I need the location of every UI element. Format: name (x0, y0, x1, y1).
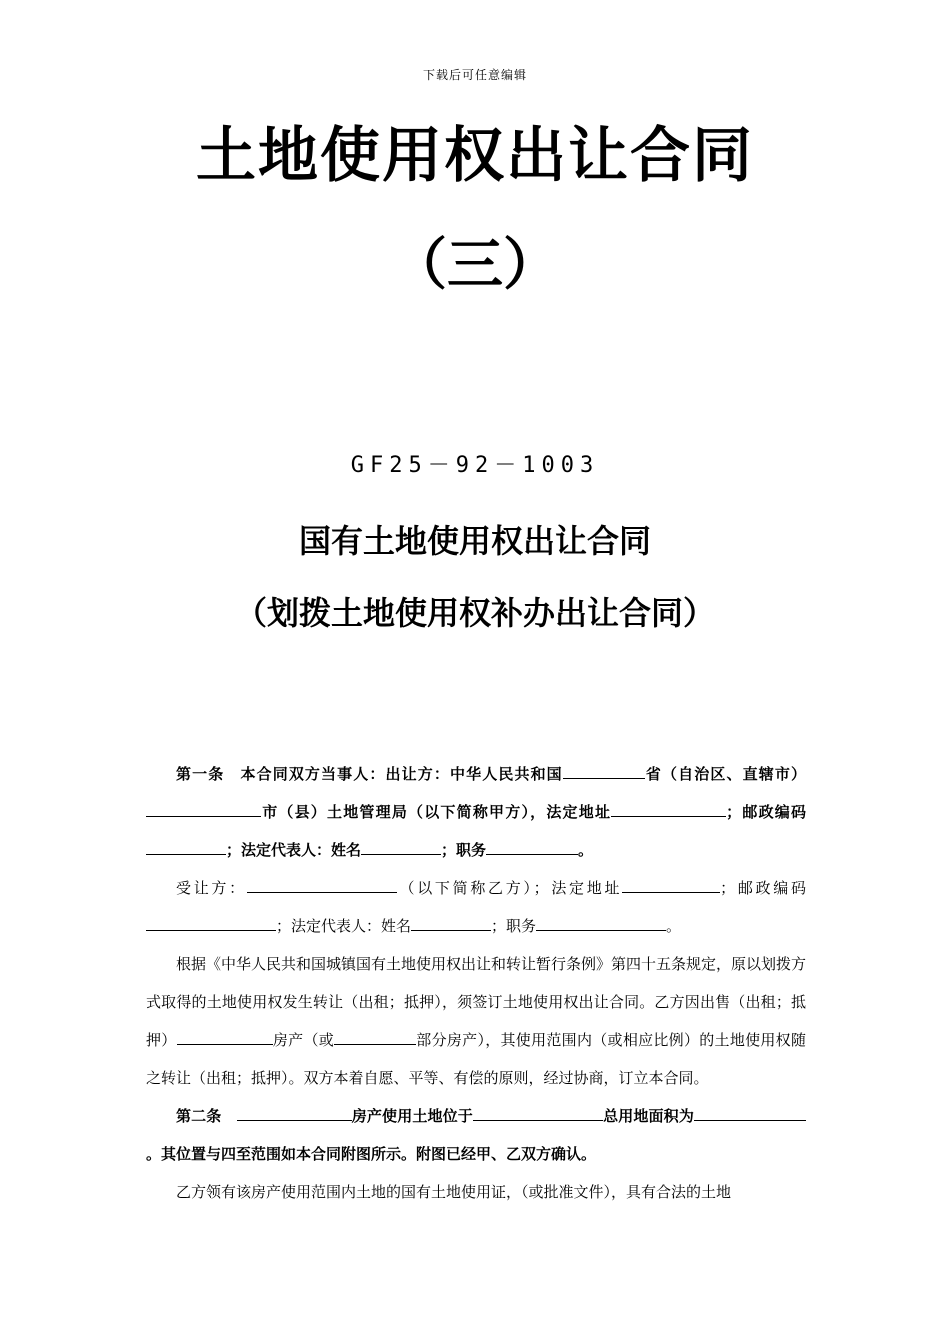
blank-party-b-address[interactable] (622, 874, 720, 893)
basis-text: 部分房产），其使用范围内（或相应比例）的土地使用权随之转让（出租；抵押）。双方本着自愿、平等、有偿的原则，经过协商，订立本合同。 (146, 1031, 806, 1087)
blank-name[interactable] (361, 836, 441, 855)
party-b-text: ；邮政编码 (720, 879, 806, 897)
article-2-text: 。其位置与四至范围如本合同附图所示。附图已经甲、乙双方确认。 (146, 1145, 597, 1163)
blank-party-b-position[interactable] (536, 912, 666, 931)
party-b-text: （以下简称乙方）；法定地址 (396, 879, 623, 897)
article-2-text: 第二条 (176, 1107, 222, 1125)
blank-property-name[interactable] (237, 1102, 352, 1121)
party-b-text: 。 (666, 917, 682, 935)
basis-paragraph (146, 945, 806, 1097)
article-2-text: 房产使用土地位于 (351, 1107, 473, 1125)
blank-property[interactable] (177, 1026, 273, 1045)
header-note: 下载后可任意编辑 (422, 68, 527, 82)
article-2-text: 总用地面积为 (602, 1107, 694, 1125)
blank-party-b[interactable] (247, 874, 397, 893)
blank-address[interactable] (611, 798, 726, 817)
basis-text: 房产（或 (272, 1031, 335, 1049)
party-b-text: ；职务 (491, 917, 537, 935)
article-1-text: 市（县）土地管理局（以下简称甲方），法定地址 (261, 803, 612, 821)
contract-body (146, 755, 806, 1211)
article-2 (146, 1097, 806, 1173)
document-subtitle: （划拨土地使用权补办出让合同） (234, 594, 715, 632)
article-1-text: 第一条 本合同双方当事人：出让方：中华人民共和国 (176, 765, 563, 783)
article-1-text: ；邮政编码 (726, 803, 806, 821)
blank-postcode[interactable] (146, 836, 226, 855)
article-1-text: 省（自治区、直辖市） (644, 765, 806, 783)
blank-area-unit[interactable] (776, 1102, 806, 1121)
article-1 (146, 755, 806, 869)
article-1-text: ；法定代表人：姓名 (226, 841, 362, 859)
blank-position[interactable] (486, 836, 578, 855)
main-subtitle: （三） (391, 233, 559, 298)
article-1-text: 。 (578, 841, 594, 859)
party-b (146, 869, 806, 945)
blank-party-b-postcode[interactable] (146, 912, 276, 931)
blank-party-b-name[interactable] (411, 912, 491, 931)
basis-text: 根据《中华人民共和国城镇国有土地使用权出让和转让暂行条例》第四十五条规定，原以划拨方式取得的土地使用权发生转让（出租；抵押），须签订土地使用权出让合同。乙方因出售（出租；抵押） (146, 955, 807, 1049)
blank-location[interactable] (473, 1102, 603, 1121)
article-1-text: ；职务 (441, 841, 487, 859)
blank-city[interactable] (146, 798, 261, 817)
blank-area[interactable] (694, 1102, 776, 1121)
main-title: 土地使用权出让合同 (196, 121, 754, 191)
blank-partial-property[interactable] (334, 1026, 416, 1045)
party-b-text: 受让方： (176, 879, 247, 897)
contract-code: GF25－92－1003 (350, 453, 600, 478)
party-b-text: ；法定代表人：姓名 (276, 917, 412, 935)
certificate-paragraph: 乙方领有该房产使用范围内土地的国有土地使用证，（或批准文件），具有合法的土地 (176, 1183, 732, 1201)
blank-province[interactable] (563, 760, 645, 779)
document-title: 国有土地使用权出让合同 (298, 522, 651, 560)
